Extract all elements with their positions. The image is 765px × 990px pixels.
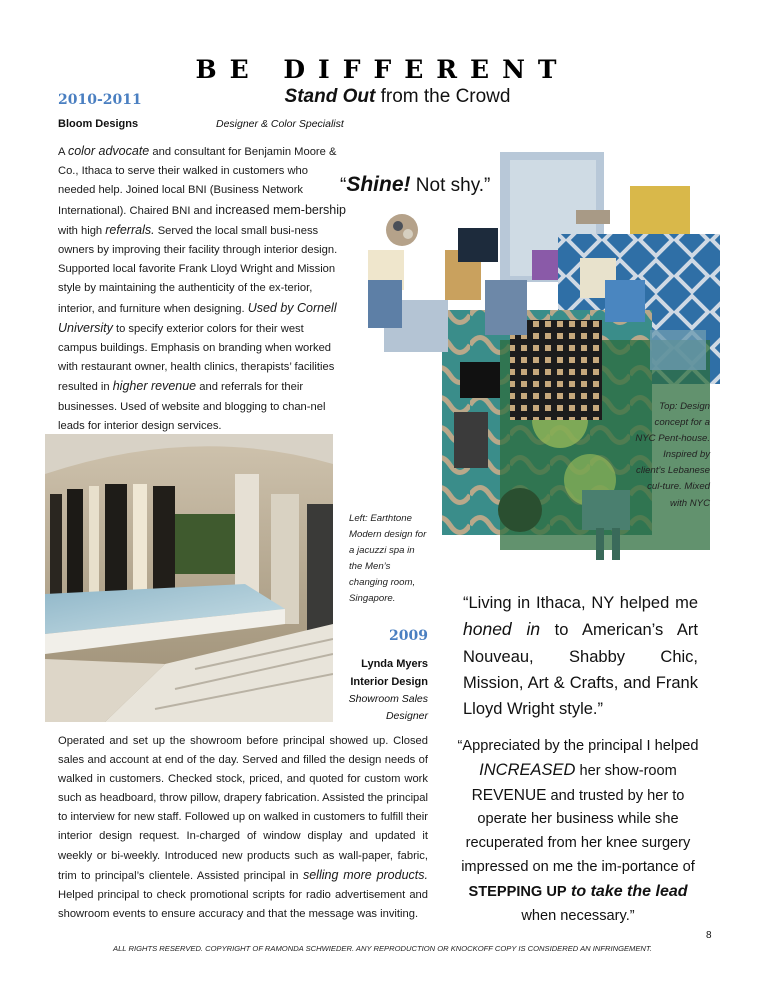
- subtitle-emphasis: Stand Out: [284, 86, 376, 107]
- job1-company: Bloom Designs: [58, 118, 139, 130]
- job2-role: Showroom Sales Designer: [348, 693, 428, 722]
- job1-role: Designer & Color Specialist: [216, 118, 344, 130]
- job2-description: Operated and set up the showroom before principal showed up. Closed sales and account at end of the day. Served and filled the design needs of walked in customers. Checked stock, priced, and quoted for custom work such as headboard, throw pillow, drapery fabrication. Assisted the principal to interview for new staff. Followed up on walked in customers to fulfill their interior design request. In-charged of window display and updated it weekly or bi-weekly. Introduced new products such as wall-paper, fabric, trim to principal’s clientele. Assisted principal in selling more products. Helped principal to check promotional scripts for radio advertisement and showroom events to ensure accuracy and that the message was inviting.: [58, 735, 428, 920]
- job2-company: Lynda Myers Interior Design: [350, 658, 428, 688]
- page-number: 8: [706, 930, 712, 941]
- spa-photo: [45, 434, 333, 722]
- job1-years: 2010-2011: [58, 92, 142, 108]
- job2-years: 2009: [389, 628, 428, 644]
- quote-appreciated: “Appreciated by the principal I helped INCREASED her show-room REVENUE and trusted by her to operate her business while she recuperated from her knee surgery impressed on me the im-portance of STEPPING UP to take the lead when necessary.”: [457, 738, 699, 924]
- job1-description: A color advocate and consultant for Benjamin Moore & Co., Ithaca to serve their walked in customers who needed help. Joined local BNI (Business Network International). Chaired BNI and increased mem-bership with high referrals. Served the local small busi-ness owners by improving their facility through interior design. Supported local favorite Frank Lloyd Wright and Mission style by maintaining the authenticity of the ex-terior, interior, and furniture when designing. Used by Cornell University to specify exterior colors for their west campus buildings. Emphasis on branding when worked with restaurant owner, health clinics, therapists’ facilities resulted in higher revenue and referrals for their businesses. Used of website and blogging to chan-nel leads for interior design services.: [58, 144, 346, 432]
- caption-left: Left: Earthtone Modern design for a jacuzzi spa in the Men’s changing room, Singapore.: [349, 513, 427, 605]
- page-title: BE DIFFERENT: [195, 55, 570, 84]
- subtitle-rest: from the Crowd: [380, 86, 511, 107]
- caption-top: Top: Design concept for a NYC Pent-house. Inspired by client’s Lebanese cul-ture. Mixed with NYC: [635, 401, 710, 509]
- copyright-footer: ALL RIGHTS RESERVED. COPYRIGHT OF RAMONDA SCHWIEDER. ANY REPRODUCTION OR KNOCKOFF COPY IS CONSIDERED AN INFRINGEMENT.: [113, 944, 652, 953]
- shine-quote: “Shine! Not shy.”: [340, 173, 491, 196]
- quote-ithaca: “Living in Ithaca, NY helped me honed in to American’s Art Nouveau, Shabby Chic, Mission, Art & Crafts, and Frank Lloyd Wright style.”: [463, 594, 698, 719]
